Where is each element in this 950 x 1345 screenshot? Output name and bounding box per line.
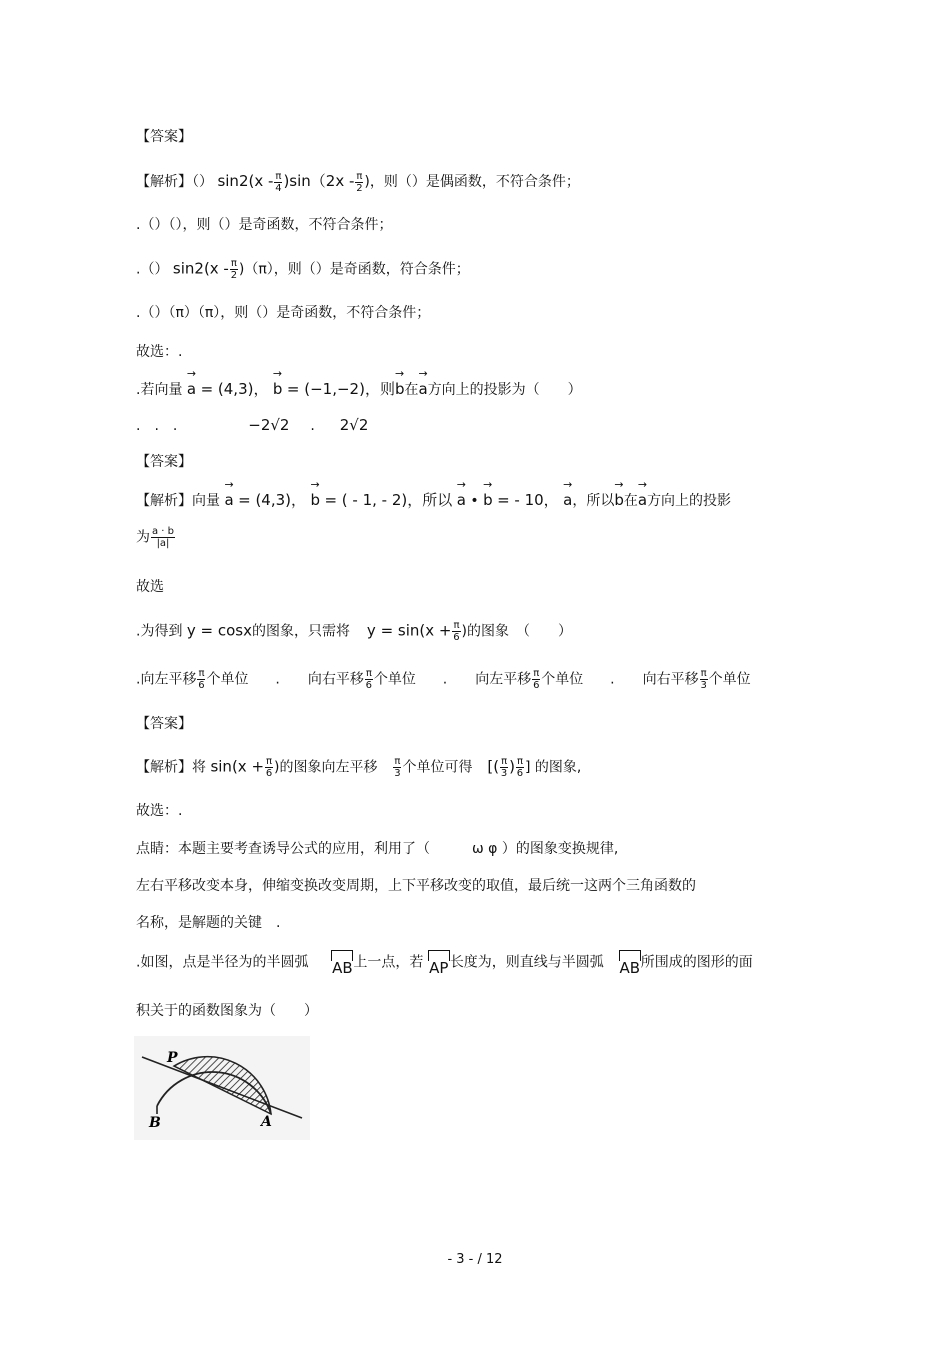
analysis-shift — [136, 756, 581, 779]
fraction — [500, 756, 508, 779]
text: 方向上的投影为（ ） — [427, 382, 582, 398]
options-dots: . . . — [136, 418, 178, 434]
analysis-vector-1 — [136, 487, 731, 510]
arc-label: AP — [429, 959, 449, 977]
arc-ab — [331, 950, 353, 975]
question-arc — [136, 950, 753, 975]
text: ] 的图象, — [525, 759, 582, 776]
arc-ap — [428, 950, 450, 975]
analysis-line-4: .（）（π）（π），则（）是奇函数，不符合条件； — [136, 305, 431, 321]
text: .为得到 — [136, 623, 183, 640]
numerator: π — [275, 170, 282, 182]
formula: = (4,3)， — [238, 491, 307, 509]
text: ，所以 — [572, 493, 615, 509]
text: 在 — [623, 493, 638, 509]
vector-b: → b — [310, 487, 320, 509]
fraction — [516, 756, 524, 779]
denominator: 3 — [700, 680, 707, 691]
text: 个单位可得 — [402, 759, 473, 776]
formula: )sin（2x - — [283, 172, 355, 190]
vector-a: → a — [187, 376, 196, 398]
numerator: π — [453, 620, 460, 631]
option-text: .向左平移 — [136, 671, 197, 688]
formula: sin(x + — [210, 757, 265, 776]
denominator: 6 — [516, 768, 524, 779]
denominator: 6 — [453, 632, 460, 643]
page-number: - 3 - / 12 — [447, 1252, 503, 1267]
formula: ) — [509, 757, 515, 776]
fraction — [700, 668, 708, 691]
vector-a: → a — [638, 487, 647, 509]
analysis-vector-2 — [136, 526, 176, 549]
options-line-shift — [136, 668, 751, 691]
vector-b: → b — [395, 376, 405, 398]
formula: y = sin(x + — [366, 621, 452, 640]
answer-heading-2: 【答案】 — [136, 454, 192, 470]
formula: = (−1,−2)，则 — [286, 380, 395, 398]
formula: = ( - 1, - 2)，所以 — [324, 491, 453, 509]
numerator: π — [198, 668, 205, 679]
denominator: 3 — [500, 768, 508, 779]
option-text: 个单位 — [541, 671, 584, 688]
fraction — [452, 620, 460, 643]
fraction — [365, 668, 373, 691]
text: .（） — [136, 261, 169, 278]
analysis-line-1 — [136, 170, 580, 194]
option-text: . 向右平移 — [275, 671, 364, 688]
text: 【解析】将 — [136, 759, 206, 776]
dot-operator: • — [470, 493, 479, 509]
label-a: A — [261, 1114, 272, 1130]
answer-heading-3: 【答案】 — [136, 716, 192, 732]
choice-line-1: 故选：. — [136, 344, 183, 360]
note-line-1: 点睛：本题主要考查诱导公式的应用，利用了（ ω φ ）的图象变换规律, — [136, 841, 619, 857]
denominator: 2 — [356, 182, 363, 194]
numerator: π — [266, 756, 273, 767]
formula: y = cosx — [186, 621, 253, 640]
option-text: 个单位 — [206, 671, 249, 688]
denominator: 6 — [533, 680, 540, 691]
question-vector — [136, 376, 582, 399]
vector-a: → a — [418, 376, 427, 398]
analysis-line-3 — [136, 258, 470, 281]
fraction — [197, 668, 205, 691]
arc-label: AB — [619, 959, 640, 977]
formula: = - 10， — [497, 491, 559, 509]
option-value: 2√2 — [339, 416, 369, 434]
option-dot: . — [310, 418, 315, 434]
semicircle-figure — [134, 1036, 310, 1140]
note-line-2: 左右平移改变本身，伸缩变换改变周期，上下平移改变的取值，最后统一这两个三角函数的 — [136, 878, 696, 894]
text: 所围成的图形的面 — [640, 954, 753, 971]
label-b: B — [149, 1115, 161, 1131]
option-value: −2√2 — [248, 416, 290, 434]
option-text: 个单位 — [373, 671, 416, 688]
numerator: π — [533, 668, 540, 679]
answer-heading-1: 【答案】 — [136, 129, 192, 145]
label-p: P — [167, 1050, 178, 1066]
question-arc-2: 积关于的函数图象为（ ） — [136, 1003, 318, 1019]
denominator: 4 — [275, 182, 282, 194]
analysis-line-2: .（）（），则（）是奇函数，不符合条件； — [136, 217, 393, 233]
formula: sin2(x - — [217, 172, 274, 190]
fraction — [265, 756, 273, 779]
text: 在 — [404, 382, 419, 398]
numerator: π — [394, 756, 401, 767]
numerator: π — [356, 170, 363, 182]
choice-line-3: 故选：. — [136, 803, 183, 819]
vector-b: → b — [614, 487, 624, 509]
text: 的图象，只需将 — [252, 623, 351, 640]
arc-label: AB — [332, 959, 353, 977]
text: )（π），则（）是奇函数，符合条件； — [238, 261, 470, 278]
options-line-vector — [136, 415, 368, 435]
numerator: π — [230, 258, 237, 269]
text: .如图，点是半径为的半圆弧 — [136, 954, 309, 971]
option-text: . 向左平移 — [442, 671, 532, 688]
projection-fraction — [151, 526, 175, 549]
formula: sin2(x - — [172, 259, 229, 278]
fraction — [393, 756, 401, 779]
text: )的图象 （ ） — [461, 623, 572, 640]
denominator: 6 — [198, 680, 205, 691]
vector-b: → b — [273, 376, 283, 398]
text: 【解析】向量 — [136, 493, 220, 509]
fraction — [230, 258, 238, 281]
fraction — [532, 668, 540, 691]
vector-a: → a — [563, 487, 572, 509]
note-line-3: 名称，是解题的关键 . — [136, 915, 281, 931]
numerator: a · b — [152, 526, 175, 537]
denominator: 6 — [365, 680, 373, 691]
text: .若向量 — [136, 382, 183, 398]
arc-ab — [619, 950, 641, 975]
option-text: . 向右平移 — [610, 671, 699, 688]
formula: = (4,3)， — [200, 380, 269, 398]
denominator: 3 — [394, 768, 401, 779]
text: 为 — [136, 529, 150, 546]
numerator: π — [501, 756, 508, 767]
denominator: 2 — [230, 270, 238, 281]
choice-line-2: 故选 — [136, 579, 164, 595]
text: 方向上的投影 — [647, 493, 732, 509]
vector-a: → a — [224, 487, 233, 509]
fraction — [355, 171, 363, 194]
formula: [( — [487, 757, 500, 776]
numerator: π — [516, 756, 523, 767]
vector-b: → b — [483, 487, 493, 509]
numerator: π — [365, 668, 372, 679]
text: )，则（）是偶函数，不符合条件； — [364, 174, 580, 190]
text: 【解析】（） — [136, 174, 213, 190]
question-cos — [136, 620, 572, 643]
denominator: |a| — [156, 538, 170, 549]
numerator: π — [700, 668, 707, 679]
text: 上一点，若 — [353, 954, 424, 971]
fraction — [274, 171, 282, 194]
text: )的图象向左平移 — [274, 759, 378, 776]
vector-a: → a — [457, 487, 466, 509]
text: 长度为，则直线与半圆弧 — [449, 954, 604, 971]
option-text: 个单位 — [708, 671, 751, 688]
denominator: 6 — [265, 768, 273, 779]
